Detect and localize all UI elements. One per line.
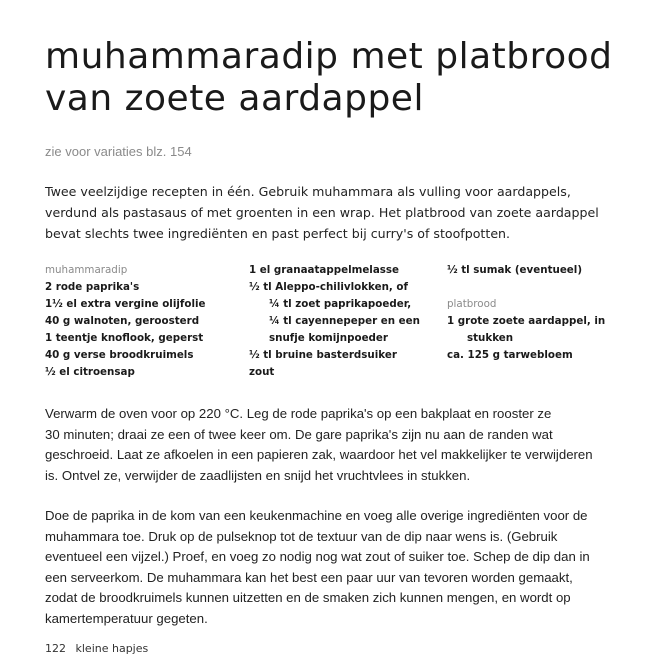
title-line-2: van zoete aardappel xyxy=(45,78,424,119)
ingredient-heading-muhammaradip: muhammaradip xyxy=(45,264,128,276)
variations-note: zie voor variaties blz. 154 xyxy=(45,144,192,159)
ingredients-column-2 xyxy=(249,262,420,381)
title-line-1: muhammaradip met platbrood xyxy=(45,36,613,77)
intro-line: bevat slechts twee ingrediënten en past perfect bij curry's of stoofpotten. xyxy=(45,226,511,241)
ingredient-item: 1 el granaatappelmelasse xyxy=(249,264,400,276)
intro-line: verdund als pastasaus of met groenten in een wrap. Het platbrood van zoete aardappel xyxy=(45,205,599,220)
ingredient-item: snufje komijnpoeder xyxy=(269,332,388,344)
ingredient-item: ¼ tl cayennepeper en een xyxy=(269,315,420,327)
ingredient-item: ½ tl bruine basterdsuiker xyxy=(249,349,397,361)
ingredient-item: ½ tl Aleppo-chilivlokken, of xyxy=(249,281,408,293)
method-line: zodat de broodkruimels kunnen uitzetten en de smaken zich kunnen mengen, en wordt op xyxy=(45,590,571,605)
ingredient-item: ½ tl sumak (eventueel) xyxy=(447,264,583,276)
method-line: Verwarm de oven voor op 220 °C. Leg de rode paprika's op een bakplaat en rooster ze xyxy=(45,406,552,421)
method-line: eventueel een vijzel.) Proef, en voeg zo nodig nog wat zout of suiker toe. Schep de dip dan in xyxy=(45,549,590,564)
method-line: 30 minuten; draai ze een of twee keer om. De gare paprika's zijn nu aan de randen wat xyxy=(45,426,553,442)
ingredient-item: ca. 125 g tarwebloem xyxy=(447,349,573,361)
method-line: een serveerkom. De muhammara kan het best een paar uur van tevoren worden gemaakt, xyxy=(45,569,573,585)
ingredient-item: ¼ tl zoet paprikapoeder, xyxy=(269,298,412,310)
column-gap xyxy=(447,279,605,296)
method-line: muhammara toe. Druk op de pulseknop tot de textuur van de dip naar wens is. (Gebruik xyxy=(45,528,558,544)
ingredient-item: 1 grote zoete aardappel, in xyxy=(447,315,606,327)
ingredient-item: 2 rode paprika's xyxy=(45,281,140,293)
method-step-2 xyxy=(45,506,645,629)
method-line: is. Ontvel ze, verwijder de zaadlijsten en snijd het vruchtvlees in stukken. xyxy=(45,467,471,483)
method-step-1 xyxy=(45,404,645,486)
ingredients-column-1 xyxy=(45,262,206,381)
method-line: geschroeid. Laat ze afkoelen in een papieren zak, waardoor het vel makkelijker te verwijderen xyxy=(45,447,593,462)
intro-line: Twee veelzijdige recepten in één. Gebruik muhammara als vulling voor aardappels, xyxy=(45,184,571,199)
page-number: 122 xyxy=(45,642,66,655)
intro-text xyxy=(45,181,645,244)
ingredient-item: 40 g verse broodkruimels xyxy=(45,349,194,361)
ingredient-item: 40 g walnoten, geroosterd xyxy=(45,315,200,327)
method-line: Doe de paprika in de kom van een keukenmachine en voeg alle overige ingrediënten voor de xyxy=(45,508,588,523)
ingredient-item: zout xyxy=(249,366,275,378)
section-name: kleine hapjes xyxy=(75,642,149,655)
page-footer xyxy=(45,642,148,655)
ingredient-item: 1½ el extra vergine olijfolie xyxy=(45,298,206,310)
ingredient-heading-platbrood: platbrood xyxy=(447,298,497,310)
ingredient-item: ½ el citroensap xyxy=(45,366,135,378)
ingredient-item: stukken xyxy=(467,332,514,344)
ingredients-column-3 xyxy=(447,262,605,364)
recipe-title xyxy=(45,36,645,120)
method-line: kamertemperatuur gegeten. xyxy=(45,610,208,626)
ingredient-item: 1 teentje knoflook, geperst xyxy=(45,332,204,344)
